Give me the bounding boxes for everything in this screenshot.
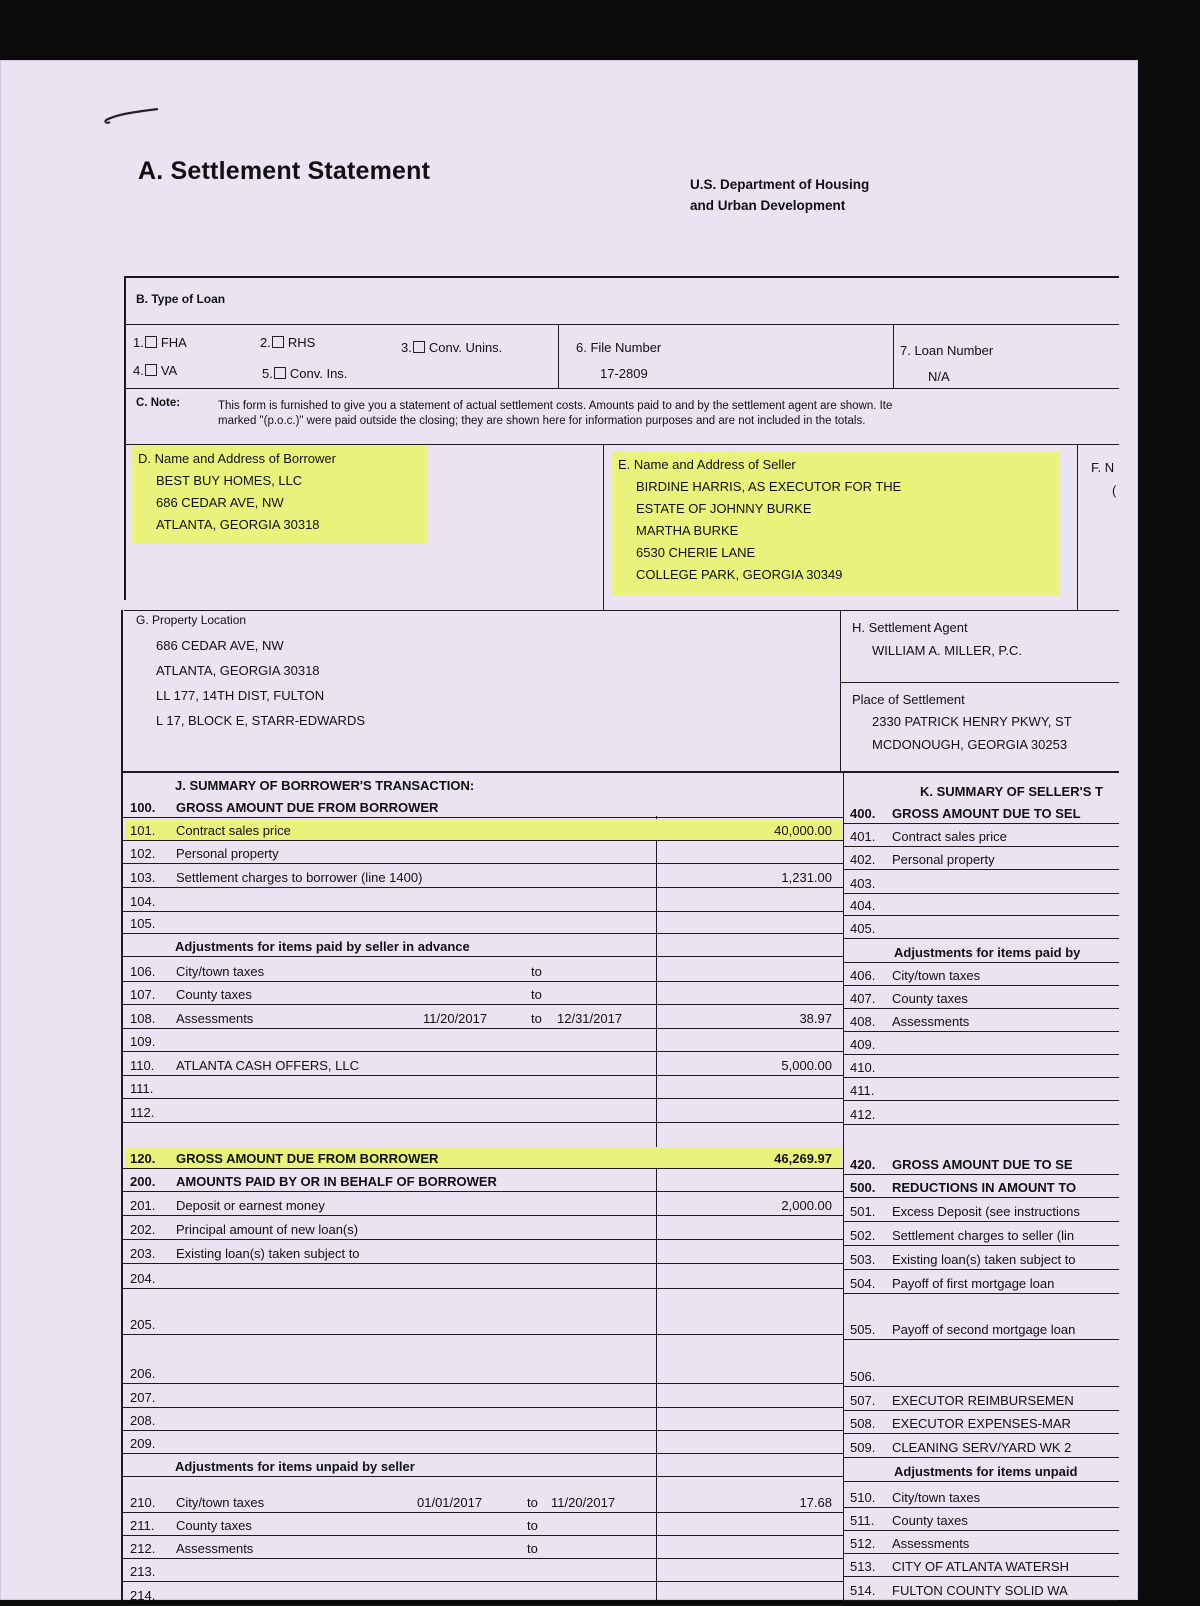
line-number: 500. (850, 1180, 876, 1195)
loan-option-conv-ins[interactable] (262, 366, 347, 381)
row-rule (843, 1433, 1119, 1434)
row-rule (121, 817, 843, 818)
line-number: 205. (130, 1317, 156, 1332)
section-subheading: Adjustments for items unpaid (894, 1464, 1078, 1479)
line-description: Assessments (892, 1536, 970, 1551)
row-rule (843, 1077, 1119, 1078)
line-number: 512. (850, 1536, 876, 1551)
line-description: GROSS AMOUNT DUE FROM BORROWER (176, 1151, 439, 1166)
property-label: G. Property Location (136, 613, 247, 627)
section-subheading: Adjustments for items unpaid by seller (175, 1459, 415, 1474)
line-number: 208. (130, 1413, 156, 1428)
row-rule (843, 1457, 1119, 1458)
line-description: GROSS AMOUNT DUE TO SEL (892, 806, 1081, 821)
agency-name (690, 174, 869, 216)
file-number-label: 6. File Number (576, 340, 662, 355)
row-rule (843, 1245, 1119, 1246)
line-description: County taxes (892, 991, 968, 1006)
line-amount: 1,231.00 (781, 870, 832, 885)
line-number: 105. (130, 916, 156, 931)
date-to-value: 12/31/2017 (557, 1011, 623, 1026)
opt-label: VA (160, 363, 178, 378)
seller-line-5: COLLEGE PARK, GEORGIA 30349 (636, 567, 843, 582)
line-number: 210. (130, 1495, 156, 1510)
row-rule (121, 1075, 843, 1076)
line-description: EXECUTOR REIMBURSEMEN (892, 1393, 1074, 1408)
date-from: 11/20/2017 (423, 1011, 488, 1026)
line-number: 206. (130, 1366, 156, 1381)
row-rule (843, 893, 1119, 894)
line-description: ATLANTA CASH OFFERS, LLC (176, 1058, 360, 1073)
line-number: 112. (130, 1105, 155, 1120)
line-number: 510. (850, 1490, 876, 1505)
borrower-block (132, 446, 428, 544)
line-description: Existing loan(s) taken subject to (176, 1246, 360, 1261)
line-number: 209. (130, 1436, 156, 1451)
row-rule (121, 1476, 843, 1477)
line-description: City/town taxes (892, 1490, 981, 1505)
agent-name: WILLIAM A. MILLER, P.C. (872, 643, 1023, 658)
line-number: 104. (130, 894, 156, 909)
note-line-2: marked "(p.o.c.)" were paid outside the closing; they are shown here for information purposes and are not included in the totals. (218, 415, 866, 427)
property-line-3: LL 177, 14TH DIST, FULTON (156, 688, 325, 703)
row-rule (843, 1576, 1119, 1577)
line-number: 406. (850, 968, 876, 983)
row-rule (121, 981, 843, 982)
line-amount: 5,000.00 (781, 1058, 832, 1073)
line-number: 207. (130, 1390, 156, 1405)
line-amount: 38.97 (799, 1011, 832, 1026)
line-number: 102. (130, 846, 156, 861)
row-rule (121, 1051, 843, 1052)
date-to: to (531, 1011, 542, 1026)
row-rule (843, 846, 1119, 847)
row-rule (121, 911, 843, 912)
line-description: Existing loan(s) taken subject to (892, 1252, 1076, 1267)
line-number: 202. (130, 1222, 156, 1237)
borrower-label: D. Name and Address of Borrower (138, 451, 336, 466)
line-description: Excess Deposit (see instructions (892, 1204, 1080, 1219)
line-number: 506. (850, 1369, 876, 1384)
line-number: 109. (130, 1034, 156, 1049)
line-number: 100. (130, 800, 156, 815)
line-number: 400. (850, 806, 876, 821)
line-amount: 40,000.00 (774, 823, 832, 838)
loan-type-label: B. Type of Loan (136, 292, 226, 306)
row-rule (843, 1174, 1119, 1175)
page-title: A. Settlement Statement (138, 157, 431, 185)
line-number: 404. (850, 898, 876, 913)
line-description: AMOUNTS PAID BY OR IN BEHALF OF BORROWER (176, 1174, 497, 1189)
row-rule (121, 1512, 843, 1513)
line-description: Contract sales price (892, 829, 1007, 844)
pen-mark-icon (104, 108, 160, 126)
row-rule (121, 1239, 843, 1240)
row-rule (121, 1334, 843, 1335)
opt-num: 3. (401, 340, 412, 355)
row-rule (843, 1269, 1119, 1270)
line-number: 412. (850, 1107, 876, 1122)
row-rule (843, 1221, 1119, 1222)
line-description: Assessments (176, 1541, 254, 1556)
line-description: GROSS AMOUNT DUE TO SE (892, 1157, 1073, 1172)
opt-num: 5. (262, 366, 273, 381)
date-to-value: 11/20/2017 (551, 1495, 616, 1510)
agency-line-2: and Urban Development (690, 198, 846, 213)
line-number: 214. (130, 1588, 156, 1603)
loan-option-va[interactable] (133, 363, 177, 378)
line-description: Settlement charges to seller (lin (892, 1228, 1075, 1243)
date-to: to (527, 1541, 538, 1556)
property-line-2: ATLANTA, GEORGIA 30318 (156, 663, 320, 678)
agency-line-1: U.S. Department of Housing (690, 177, 870, 192)
seller-line-4: 6530 CHERIE LANE (636, 545, 756, 560)
line-description: CITY OF ATLANTA WATERSH (892, 1559, 1069, 1574)
line-number: 501. (850, 1204, 876, 1219)
line-description: Contract sales price (176, 823, 291, 838)
line-description: EXECUTOR EXPENSES-MAR (892, 1416, 1071, 1431)
section-subheading: Adjustments for items paid by seller in advance (175, 939, 470, 954)
loan-option-fha[interactable] (133, 335, 187, 350)
row-rule (843, 869, 1119, 870)
row-rule (843, 962, 1119, 963)
line-number: 405. (850, 921, 876, 936)
row-rule (843, 1293, 1119, 1294)
line-description: Settlement charges to borrower (line 1400) (176, 870, 423, 885)
row-rule (121, 1122, 843, 1123)
row-rule (121, 1215, 843, 1216)
checkbox-icon[interactable] (145, 364, 157, 376)
line-number: 504. (850, 1276, 876, 1291)
place-line-1: 2330 PATRICK HENRY PKWY, ST (872, 714, 1072, 729)
row-rule (843, 1197, 1119, 1198)
summary-j-heading: J. SUMMARY OF BORROWER'S TRANSACTION: (175, 778, 475, 793)
line-number: 108. (130, 1011, 156, 1026)
opt-num: 2. (260, 335, 271, 350)
line-description: REDUCTIONS IN AMOUNT TO (892, 1180, 1077, 1195)
row-rule (843, 1530, 1119, 1531)
line-description: City/town taxes (176, 1495, 265, 1510)
loan-number-label: 7. Loan Number (900, 343, 994, 358)
row-rule (843, 1553, 1119, 1554)
lender-fragment: ( (1112, 483, 1117, 498)
row-rule (843, 1054, 1119, 1055)
checkbox-icon[interactable] (145, 336, 157, 348)
line-description: City/town taxes (176, 964, 265, 979)
line-number: 411. (850, 1083, 875, 1098)
borrower-address: 686 CEDAR AVE, NW (156, 495, 284, 510)
row-rule (843, 1124, 1119, 1125)
row-rule (121, 1383, 843, 1384)
loan-option-rhs[interactable] (260, 335, 315, 350)
seller-line-3: MARTHA BURKE (636, 523, 739, 538)
row-rule (121, 1453, 843, 1454)
property-line-1: 686 CEDAR AVE, NW (156, 638, 284, 653)
opt-label: RHS (287, 335, 316, 350)
opt-label: Conv. Unins. (428, 340, 503, 355)
line-number: 511. (850, 1513, 875, 1528)
line-description: Assessments (892, 1014, 970, 1029)
row-rule (121, 1407, 843, 1408)
line-number: 111. (130, 1081, 154, 1096)
line-number: 502. (850, 1228, 876, 1243)
row-rule (121, 1288, 843, 1289)
line-number: 213. (130, 1564, 156, 1579)
row-rule (121, 1098, 843, 1099)
line-description: CLEANING SERV/YARD WK 2 (892, 1440, 1072, 1455)
row-rule (121, 933, 843, 934)
row-rule (121, 1430, 843, 1431)
row-rule (843, 938, 1119, 939)
line-number: 200. (130, 1174, 156, 1189)
seller-label: E. Name and Address of Seller (618, 457, 796, 472)
file-number-value: 17-2809 (600, 366, 648, 381)
line-number: 110. (130, 1058, 155, 1073)
seller-line-2: ESTATE OF JOHNNY BURKE (636, 501, 812, 516)
line-description: County taxes (176, 987, 252, 1002)
row-rule (121, 1558, 843, 1559)
row-rule (843, 823, 1119, 824)
line-number: 410. (850, 1060, 876, 1075)
row-rule (843, 1481, 1119, 1482)
line-description: Payoff of first mortgage loan (892, 1276, 1055, 1291)
line-number: 513. (850, 1559, 876, 1574)
line-number: 103. (130, 870, 156, 885)
line-number: 211. (130, 1518, 155, 1533)
line-number: 120. (130, 1151, 156, 1166)
line-number: 509. (850, 1440, 876, 1455)
row-rule (843, 1410, 1119, 1411)
row-rule (121, 1581, 843, 1582)
line-number: 212. (130, 1541, 156, 1556)
place-label: Place of Settlement (852, 692, 965, 707)
line-number: 514. (850, 1583, 876, 1598)
row-rule (121, 1028, 843, 1029)
date-to: to (527, 1495, 538, 1510)
line-number: 204. (130, 1271, 156, 1286)
row-rule (121, 1535, 843, 1536)
date-from: 01/01/2017 (417, 1495, 483, 1510)
line-number: 507. (850, 1393, 876, 1408)
line-number: 420. (850, 1157, 876, 1172)
loan-option-conv-unins[interactable] (401, 340, 502, 355)
row-rule (121, 1168, 843, 1169)
line-description: County taxes (892, 1513, 968, 1528)
note-line-1: This form is furnished to give you a statement of actual settlement costs. Amounts paid to and by the settlement agent are shown. Ite (218, 400, 893, 412)
line-number: 203. (130, 1246, 156, 1261)
checkbox-icon[interactable] (413, 341, 425, 353)
property-block (136, 608, 365, 733)
seller-line-1: BIRDINE HARRIS, AS EXECUTOR FOR THE (636, 479, 902, 494)
row-rule (121, 1263, 843, 1264)
line-description: Assessments (176, 1011, 254, 1026)
line-number: 508. (850, 1416, 876, 1431)
line-description: Deposit or earnest money (176, 1198, 325, 1213)
line-number: 409. (850, 1037, 876, 1052)
checkbox-icon[interactable] (274, 367, 286, 379)
line-description: City/town taxes (892, 968, 981, 983)
line-number: 201. (130, 1198, 156, 1213)
row-rule (843, 1386, 1119, 1387)
row-rule (843, 1339, 1119, 1340)
line-amount: 2,000.00 (781, 1198, 832, 1213)
place-line-2: MCDONOUGH, GEORGIA 30253 (872, 737, 1068, 752)
line-number: 505. (850, 1322, 876, 1337)
line-number: 408. (850, 1014, 876, 1029)
line-number: 107. (130, 987, 156, 1002)
row-rule (121, 1191, 843, 1192)
borrower-city: ATLANTA, GEORGIA 30318 (156, 517, 320, 532)
agent-label: H. Settlement Agent (852, 620, 968, 635)
row-rule (843, 1008, 1119, 1009)
line-number: 503. (850, 1252, 876, 1267)
line-number: 402. (850, 852, 876, 867)
line-description: County taxes (176, 1518, 252, 1533)
row-rule (121, 863, 843, 864)
lender-label: F. N (1091, 460, 1115, 475)
line-number: 106. (130, 964, 156, 979)
row-rule (843, 1100, 1119, 1101)
line-number: 101. (130, 823, 156, 838)
line-description: Personal property (176, 846, 279, 861)
row-rule (843, 985, 1119, 986)
summary-k-heading: K. SUMMARY OF SELLER'S T (920, 784, 1103, 799)
line-description: Principal amount of new loan(s) (176, 1222, 359, 1237)
borrower-name: BEST BUY HOMES, LLC (156, 473, 303, 488)
note-label: C. Note: (136, 397, 181, 409)
date-to: to (531, 987, 542, 1002)
opt-num: 1. (133, 335, 144, 350)
opt-num: 4. (133, 363, 144, 378)
line-number: 403. (850, 876, 876, 891)
row-rule (121, 1004, 843, 1005)
opt-label: Conv. Ins. (289, 366, 348, 381)
opt-label: FHA (160, 335, 187, 350)
row-rule (121, 956, 843, 957)
date-to: to (531, 964, 542, 979)
line-description: Personal property (892, 852, 995, 867)
line-amount: 17.68 (799, 1495, 832, 1510)
row-rule (843, 1600, 1119, 1601)
loan-number-value: N/A (928, 369, 950, 384)
row-rule (843, 1507, 1119, 1508)
checkbox-icon[interactable] (272, 336, 284, 348)
line-description: GROSS AMOUNT DUE FROM BORROWER (176, 800, 439, 815)
line-description: Payoff of second mortgage loan (892, 1322, 1076, 1337)
seller-block (612, 452, 1060, 596)
line-amount: 46,269.97 (774, 1151, 832, 1166)
line-number: 407. (850, 991, 876, 1006)
line-number: 401. (850, 829, 876, 844)
property-line-4: L 17, BLOCK E, STARR-EDWARDS (156, 713, 366, 728)
line-description: FULTON COUNTY SOLID WA (892, 1583, 1068, 1598)
row-rule (121, 887, 843, 888)
row-rule (843, 1031, 1119, 1032)
row-rule (843, 915, 1119, 916)
row-rule (121, 840, 843, 841)
date-to: to (527, 1518, 538, 1533)
section-subheading: Adjustments for items paid by (894, 945, 1081, 960)
